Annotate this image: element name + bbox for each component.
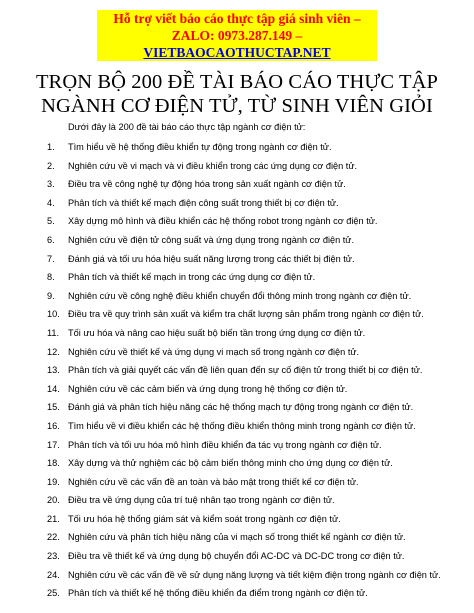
topic-text: Nghiên cứu về các vấn đề an toàn và bảo mật trong thiết kế cơ điện tử. (68, 476, 359, 487)
topic-text: Phân tích và thiết kế mạch in trong các ứng dụng cơ điện tử. (68, 272, 316, 283)
topic-item (47, 235, 467, 254)
topic-text: Nghiên cứu về công nghệ điều khiển chuyển đổi thông minh trong ngành cơ điện tử. (68, 290, 412, 301)
topic-text: Điều tra về thiết kế và ứng dụng bộ chuyển đổi AC-DC và DC-DC trong cơ điện tử. (68, 551, 405, 562)
topic-text: Xây dựng mô hình và điều khiển các hệ thống robot trong ngành cơ điện tử. (68, 216, 378, 227)
topic-text: Tìm hiểu về vi điều khiển các hệ thống điều khiển thông minh trong ngành cơ điện tử. (68, 420, 416, 431)
topic-item (47, 514, 467, 533)
topic-item (47, 458, 467, 477)
topic-text: Phân tích và giải quyết các vấn đề liên quan đến sự cố điện tử trong thiết bị cơ điện tử. (68, 365, 423, 376)
topic-text: Điều tra về quy trình sản xuất và kiểm tra chất lượng sản phẩm trong ngành cơ điện tử. (68, 309, 424, 320)
topic-text: Nghiên cứu về các cảm biến và ứng dụng trong hệ thống cơ điện tử. (68, 383, 348, 394)
document-title (0, 70, 474, 118)
topic-number: 1. (47, 142, 55, 152)
topic-number: 10. (47, 309, 60, 320)
topic-item (47, 421, 467, 440)
topic-number: 13. (47, 365, 60, 376)
topic-item (47, 216, 467, 235)
topic-text: Đánh giá và phân tích hiệu năng các hệ thống mạch tự động trong ngành cơ điện tử. (68, 402, 414, 413)
topic-text: Nghiên cứu về thiết kế và ứng dụng vi mạch số trong ngành cơ điện tử. (68, 346, 360, 357)
topic-item (47, 477, 467, 496)
topic-number: 9. (47, 290, 55, 301)
topic-text: Phân tích và tối ưu hóa mô hình điều khiển đa tác vụ trong ngành cơ điện tử. (68, 439, 382, 450)
topic-number: 6. (47, 234, 55, 245)
topic-number: 15. (47, 402, 60, 413)
topic-text: Phân tích và thiết kế mạch điện công suất trong thiết bị cơ điện tử. (68, 197, 339, 208)
topic-item (47, 161, 467, 180)
topic-item (47, 328, 467, 347)
contact-banner (97, 10, 377, 61)
topic-number: 20. (47, 495, 60, 506)
topic-number: 25. (47, 588, 60, 599)
topic-text: Nghiên cứu về các vấn đề về sử dụng năng lượng và tiết kiệm điện trong ngành cơ điện tử. (68, 569, 441, 580)
topic-item (47, 365, 467, 384)
topic-text: Tối ưu hóa và nâng cao hiệu suất bộ biến tần trong ứng dụng cơ điện tử. (68, 327, 366, 338)
topic-item (47, 142, 467, 161)
topic-item (47, 532, 467, 551)
topic-text: Điều tra về công nghệ tự động hóa trong sản xuất ngành cơ điện tử. (68, 179, 346, 190)
topic-number: 8. (47, 272, 55, 283)
topic-text: Nghiên cứu về vi mạch và vi điều khiển trong các ứng dụng cơ điện tử. (68, 160, 358, 171)
topic-item (47, 440, 467, 459)
topic-item (47, 198, 467, 217)
topic-number: 18. (47, 458, 60, 469)
topic-text: Tìm hiểu về hệ thống điều khiển tự động trong ngành cơ điện tử. (68, 142, 332, 152)
topic-text: Điều tra về ứng dụng của trí tuệ nhân tạo trong ngành cơ điện tử. (68, 495, 335, 506)
banner-contact-text: Hỗ trợ viết báo cáo thực tập giá sinh viên – ZALO: 0973.287.149 – (113, 11, 361, 43)
topic-list (47, 142, 467, 607)
topic-text: Xây dựng và thử nghiệm các bộ cảm biến thông minh cho ứng dụng cơ điện tử. (68, 458, 393, 469)
title-line-1: TRỌN BỘ 200 ĐỀ TÀI BÁO CÁO THỰC TẬP (35, 71, 439, 93)
topic-number: 11. (47, 327, 60, 338)
topic-item (47, 570, 467, 589)
topic-text: Tối ưu hóa hệ thống giám sát và kiểm soát trong ngành cơ điện tử. (68, 513, 341, 524)
topic-number: 7. (47, 253, 55, 264)
topic-number: 22. (47, 532, 60, 543)
topic-item (47, 179, 467, 198)
topic-number: 14. (47, 383, 60, 394)
topic-text: Đánh giá và tối ưu hóa hiệu suất năng lượng trong các thiết bị điện tử. (68, 253, 355, 264)
topic-item (47, 588, 467, 607)
topic-item (47, 551, 467, 570)
topic-number: 3. (47, 179, 55, 190)
topic-item (47, 291, 467, 310)
topic-number: 4. (47, 197, 55, 208)
topic-number: 17. (47, 439, 60, 450)
topic-item (47, 495, 467, 514)
website-link[interactable]: VIETBAOCAOTHUCTAP.NET (143, 45, 331, 60)
title-line-2: NGÀNH CƠ ĐIỆN TỬ, TỪ SINH VIÊN GIỎI (41, 95, 433, 117)
topic-text: Phân tích và thiết kế hệ thống điều khiển đa điểm trong ngành cơ điện tử. (68, 588, 368, 599)
topic-item (47, 272, 467, 291)
topic-item (47, 402, 467, 421)
topic-item (47, 347, 467, 366)
topic-item (47, 384, 467, 403)
intro-text: Dưới đây là 200 đề tài báo cáo thực tập ngành cơ điện tử: (68, 122, 306, 132)
topic-number: 16. (47, 420, 60, 431)
topic-number: 24. (47, 569, 60, 580)
topic-number: 12. (47, 346, 60, 357)
topic-number: 23. (47, 551, 60, 562)
topic-number: 21. (47, 513, 60, 524)
topic-item (47, 309, 467, 328)
topic-number: 19. (47, 476, 60, 487)
topic-number: 2. (47, 160, 55, 171)
topic-text: Nghiên cứu về điện tử công suất và ứng dụng trong ngành cơ điện tử. (68, 234, 355, 245)
topic-item (47, 254, 467, 273)
topic-number: 5. (47, 216, 55, 227)
topic-text: Nghiên cứu và phân tích hiệu năng của vi mạch số trong thiết kế ngành cơ điện tử. (68, 532, 406, 543)
